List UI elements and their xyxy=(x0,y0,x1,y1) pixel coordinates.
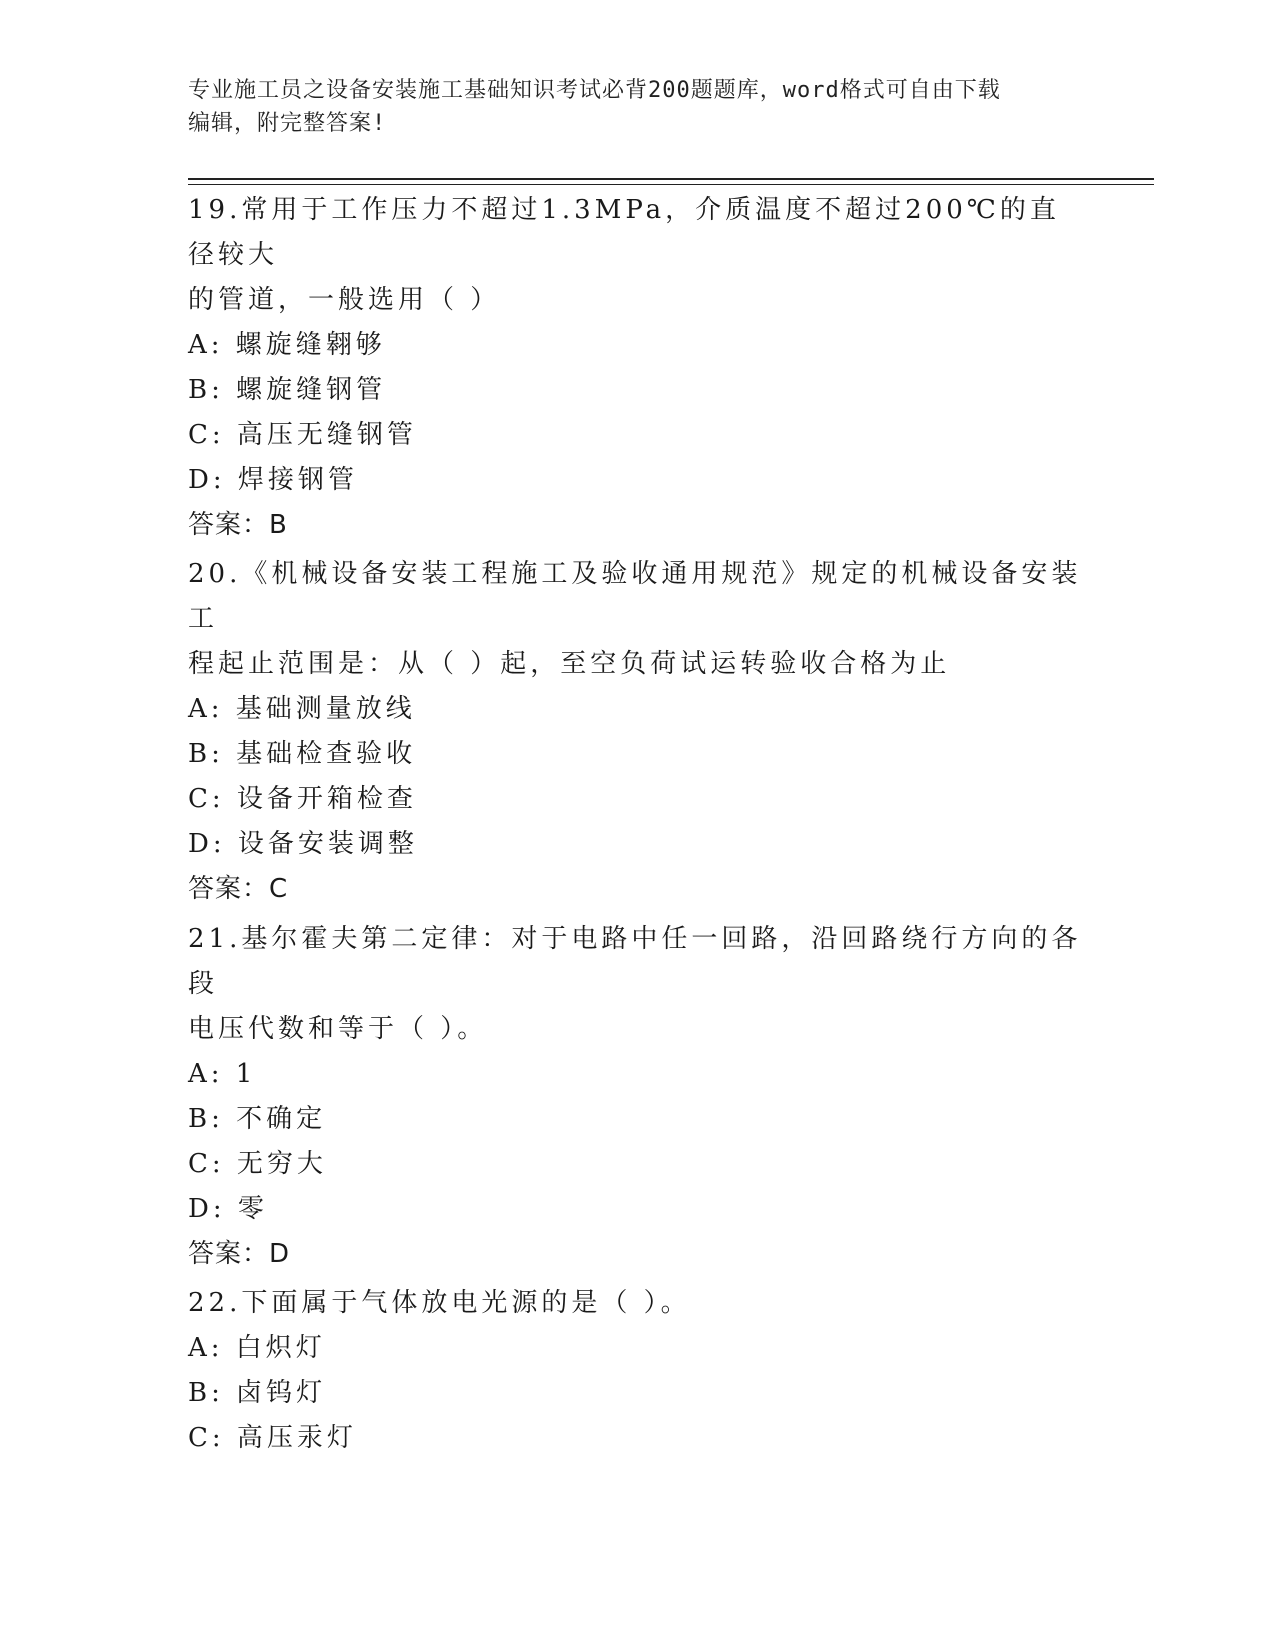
question-stem-line: 21.基尔霍夫第二定律：对于电路中任一回路，沿回路绕行方向的各段 xyxy=(188,924,1082,999)
header-divider-thick xyxy=(188,178,1154,180)
question-stem-line: 电压代数和等于（ ）。 xyxy=(188,1014,488,1044)
question-stem xyxy=(188,552,1088,687)
question-stem-line: 程起止范围是：从（ ）起，至空负荷试运转验收合格为止 xyxy=(188,649,951,679)
option-b: B: 不确定 xyxy=(188,1104,327,1134)
option-b: B: 螺旋缝钢管 xyxy=(188,375,387,405)
option-d: D: 零 xyxy=(188,1194,268,1224)
option-c: C: 高压无缝钢管 xyxy=(188,420,417,450)
answer-line: 答案：B xyxy=(188,510,288,540)
header-divider-thin xyxy=(188,184,1154,185)
question-stem-line: 22.下面属于气体放电光源的是（ ）。 xyxy=(188,1288,691,1318)
option-d: D: 焊接钢管 xyxy=(188,465,358,495)
question-stem-line: 19.常用于工作压力不超过1.3MPa，介质温度不超过200℃的直径较大 xyxy=(188,195,1060,270)
question-stem xyxy=(188,188,1088,323)
option-c: C: 设备开箱检查 xyxy=(188,784,417,814)
option-a: A: 白炽灯 xyxy=(188,1333,326,1363)
option-b: B: 卤钨灯 xyxy=(188,1378,327,1408)
option-a: A: 螺旋缝翱够 xyxy=(188,330,386,360)
header-title-line-1: 专业施工员之设备安装施工基础知识考试必背200题题库，word格式可自由下载 xyxy=(188,78,1001,103)
option-c: C: 高压汞灯 xyxy=(188,1423,357,1453)
answer-line: 答案：D xyxy=(188,1239,291,1269)
header-title-line-2: 编辑，附完整答案! xyxy=(188,111,387,136)
answer-line: 答案：C xyxy=(188,874,289,904)
question-stem-line: 的管道，一般选用（ ） xyxy=(188,285,501,315)
option-b: B: 基础检查验收 xyxy=(188,739,417,769)
question-19 xyxy=(188,188,1088,548)
question-stem-line: 20.《机械设备安装工程施工及验收通用规范》规定的机械设备安装工 xyxy=(188,559,1082,634)
question-21 xyxy=(188,917,1088,1277)
option-c: C: 无穷大 xyxy=(188,1149,327,1179)
question-stem xyxy=(188,917,1088,1052)
question-stem xyxy=(188,1281,1088,1326)
option-d: D: 设备安装调整 xyxy=(188,829,418,859)
question-22 xyxy=(188,1281,1088,1461)
option-a: A: 1 xyxy=(188,1059,257,1089)
question-20 xyxy=(188,552,1088,912)
document-header xyxy=(188,74,1068,140)
option-a: A: 基础测量放线 xyxy=(188,694,416,724)
